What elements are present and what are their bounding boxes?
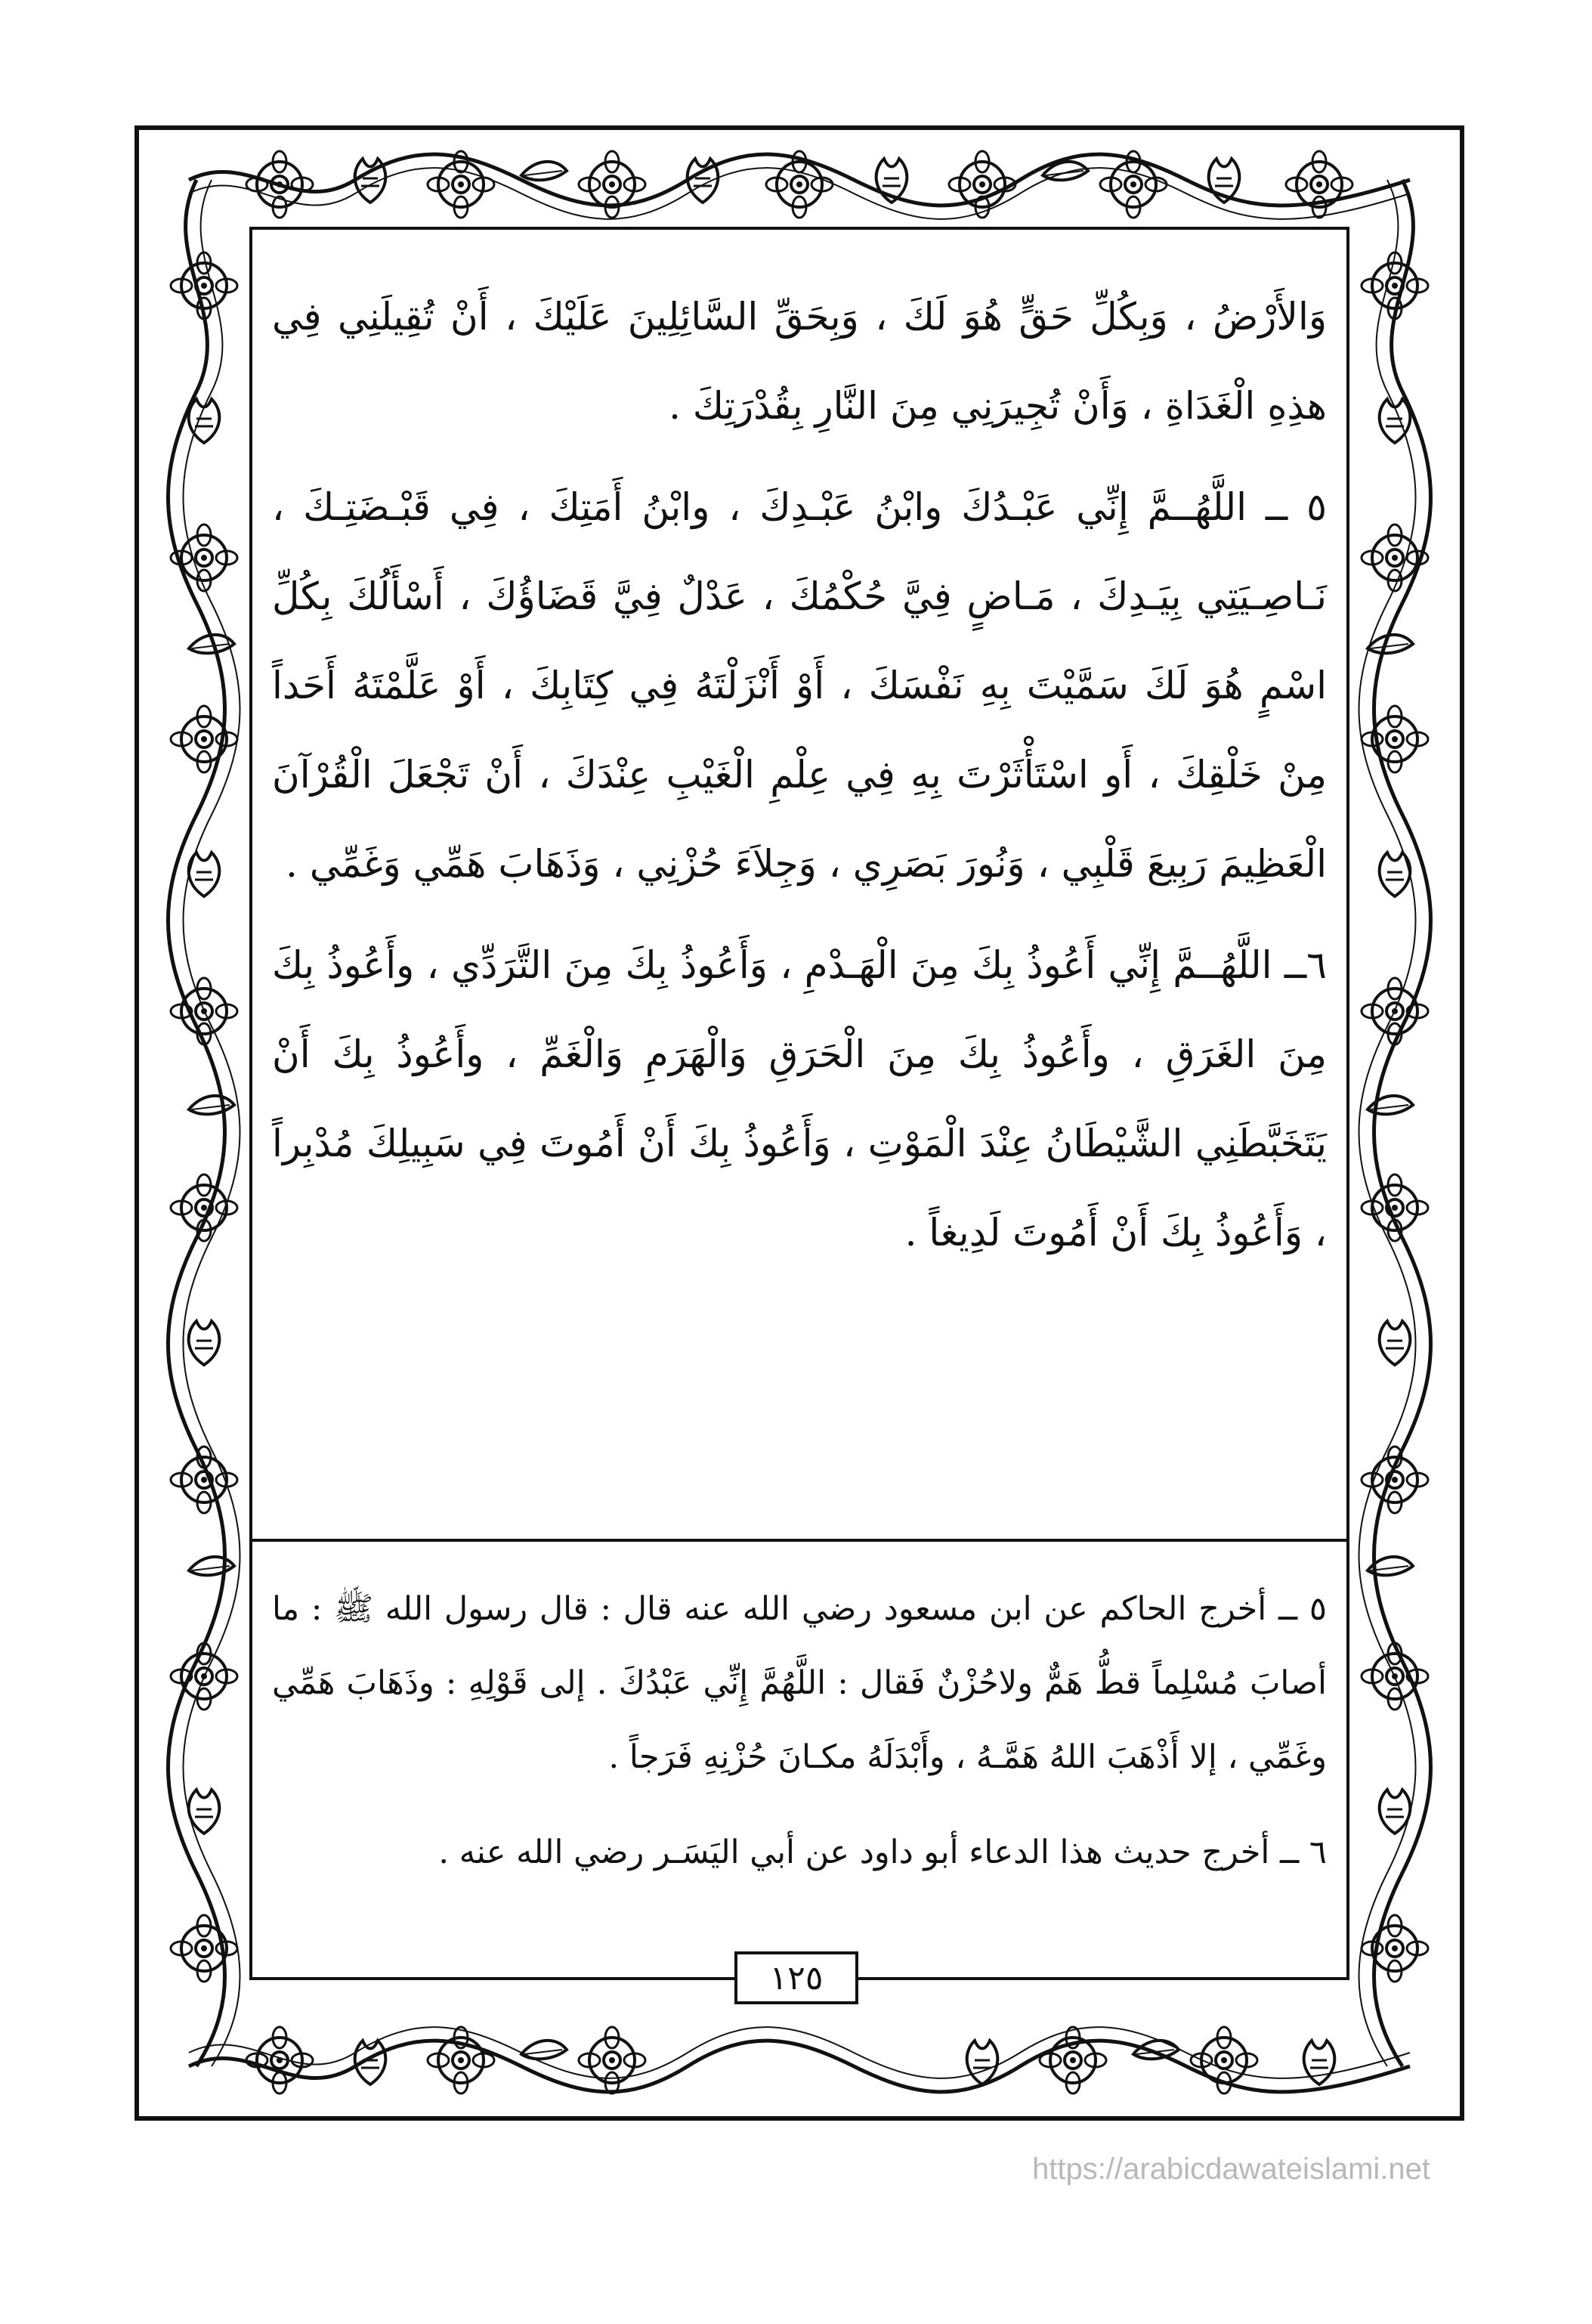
- footnote-6: ٦ ــ أخرج حديث هذا الدعاء أبو داود عن أبي اليَسَـر رضي الله عنه .: [438, 1834, 1327, 1871]
- footnotes-section: [272, 1572, 1327, 1911]
- page-number-text: ١٢٥: [769, 1958, 824, 1998]
- page-number: [734, 1951, 858, 2004]
- paragraph-continuation: وَالأَرْضُ ، وَبِكُلِّ حَقٍّ هُوَ لَكَ ، وَبِحَقِّ السَّائِلِينَ عَلَيْكَ ، أَنْ تُقِيلَنِي فِي هذِهِ الْغَدَاةِ ، وَأَنْ تُجِيرَنِي مِنَ النَّارِ بِقُدْرَتِكَ .: [272, 295, 1327, 428]
- main-text-body: [272, 272, 1327, 1289]
- footnote-separator: [249, 1539, 1349, 1542]
- paragraph-dua-6: ٦ــ اللَّهُــمَّ إِنِّي أَعُوذُ بِكَ مِنَ الْهَـدْمِ ، وَأَعُوذُ بِكَ مِنَ التَّرَدِّي ، وأَعُوذُ بِكَ مِنَ الغَرَقِ ، وأَعُوذُ بِكَ مِنَ الْحَرَقِ وَالْهَرَمِ وَالْغَمِّ ، وأَعُوذُ بِكَ أَنْ يَتَخَبَّطَنِي الشَّيْطَانُ عِنْدَ الْمَوْتِ ، وَأَعُوذُ بِكَ أَنْ أَمُوتَ فِي سَبِيلِكَ مُدْبِراً ، وَأَعُوذُ بِكَ أَنْ أَمُوتَ لَدِيغاً .: [272, 943, 1327, 1255]
- footnote-5: ٥ ــ أخرج الحاكم عن ابن مسعود رضي الله عنه قال : قال رسول الله ﷺ : ما أصابَ مُسْلِماً قطُّ هَمٌّ ولاحُزْنٌ فَقال : اللَّهُمَّ إِنِّي عَبْدُكَ . إلى قَوْلِهِ : وذَهَابَ هَمِّي وغَمِّي ، إلا أَذْهَبَ اللهُ هَمَّـهُ ، وأَبْدَلَهُ مكـانَ حُزْنِهِ فَرَجاً .: [272, 1590, 1327, 1776]
- watermark-url: https://arabicdawateislami.net: [1032, 2152, 1430, 2186]
- paragraph-dua-5: ٥ ــ اللَّهُــمَّ إِنِّي عَبْـدُكَ وابْنُ عَبْـدِكَ ، وابْنُ أَمَتِكَ ، فِي قَبْـضَتِـكَ ، نَـاصِـيَتِي بِيَـدِكَ ، مَـاضٍ فِيَّ حُكْمُكَ ، عَدْلٌ فِيَّ قَضَاؤُكَ ، أَسْأَلُكَ بِكُلِّ اسْمٍ هُوَ لَكَ سَمَّيْتَ بِهِ نَفْسَكَ ، أَوْ أَنْزَلْتَهُ فِي كِتَابِكَ ، أَوْ عَلَّمْتَهُ أَحَداً مِنْ خَلْقِكَ ، أَو اسْتَأْثَرْتَ بِهِ فِي عِلْمِ الْغَيْبِ عِنْدَكَ ، أَنْ تَجْعَلَ الْقُرْآنَ الْعَظِيمَ رَبِيعَ قَلْبِي ، وَنُورَ بَصَرِي ، وَجِلاَءَ حُزْنِي ، وَذَهَابَ هَمِّي وَغَمِّي .: [272, 485, 1327, 886]
